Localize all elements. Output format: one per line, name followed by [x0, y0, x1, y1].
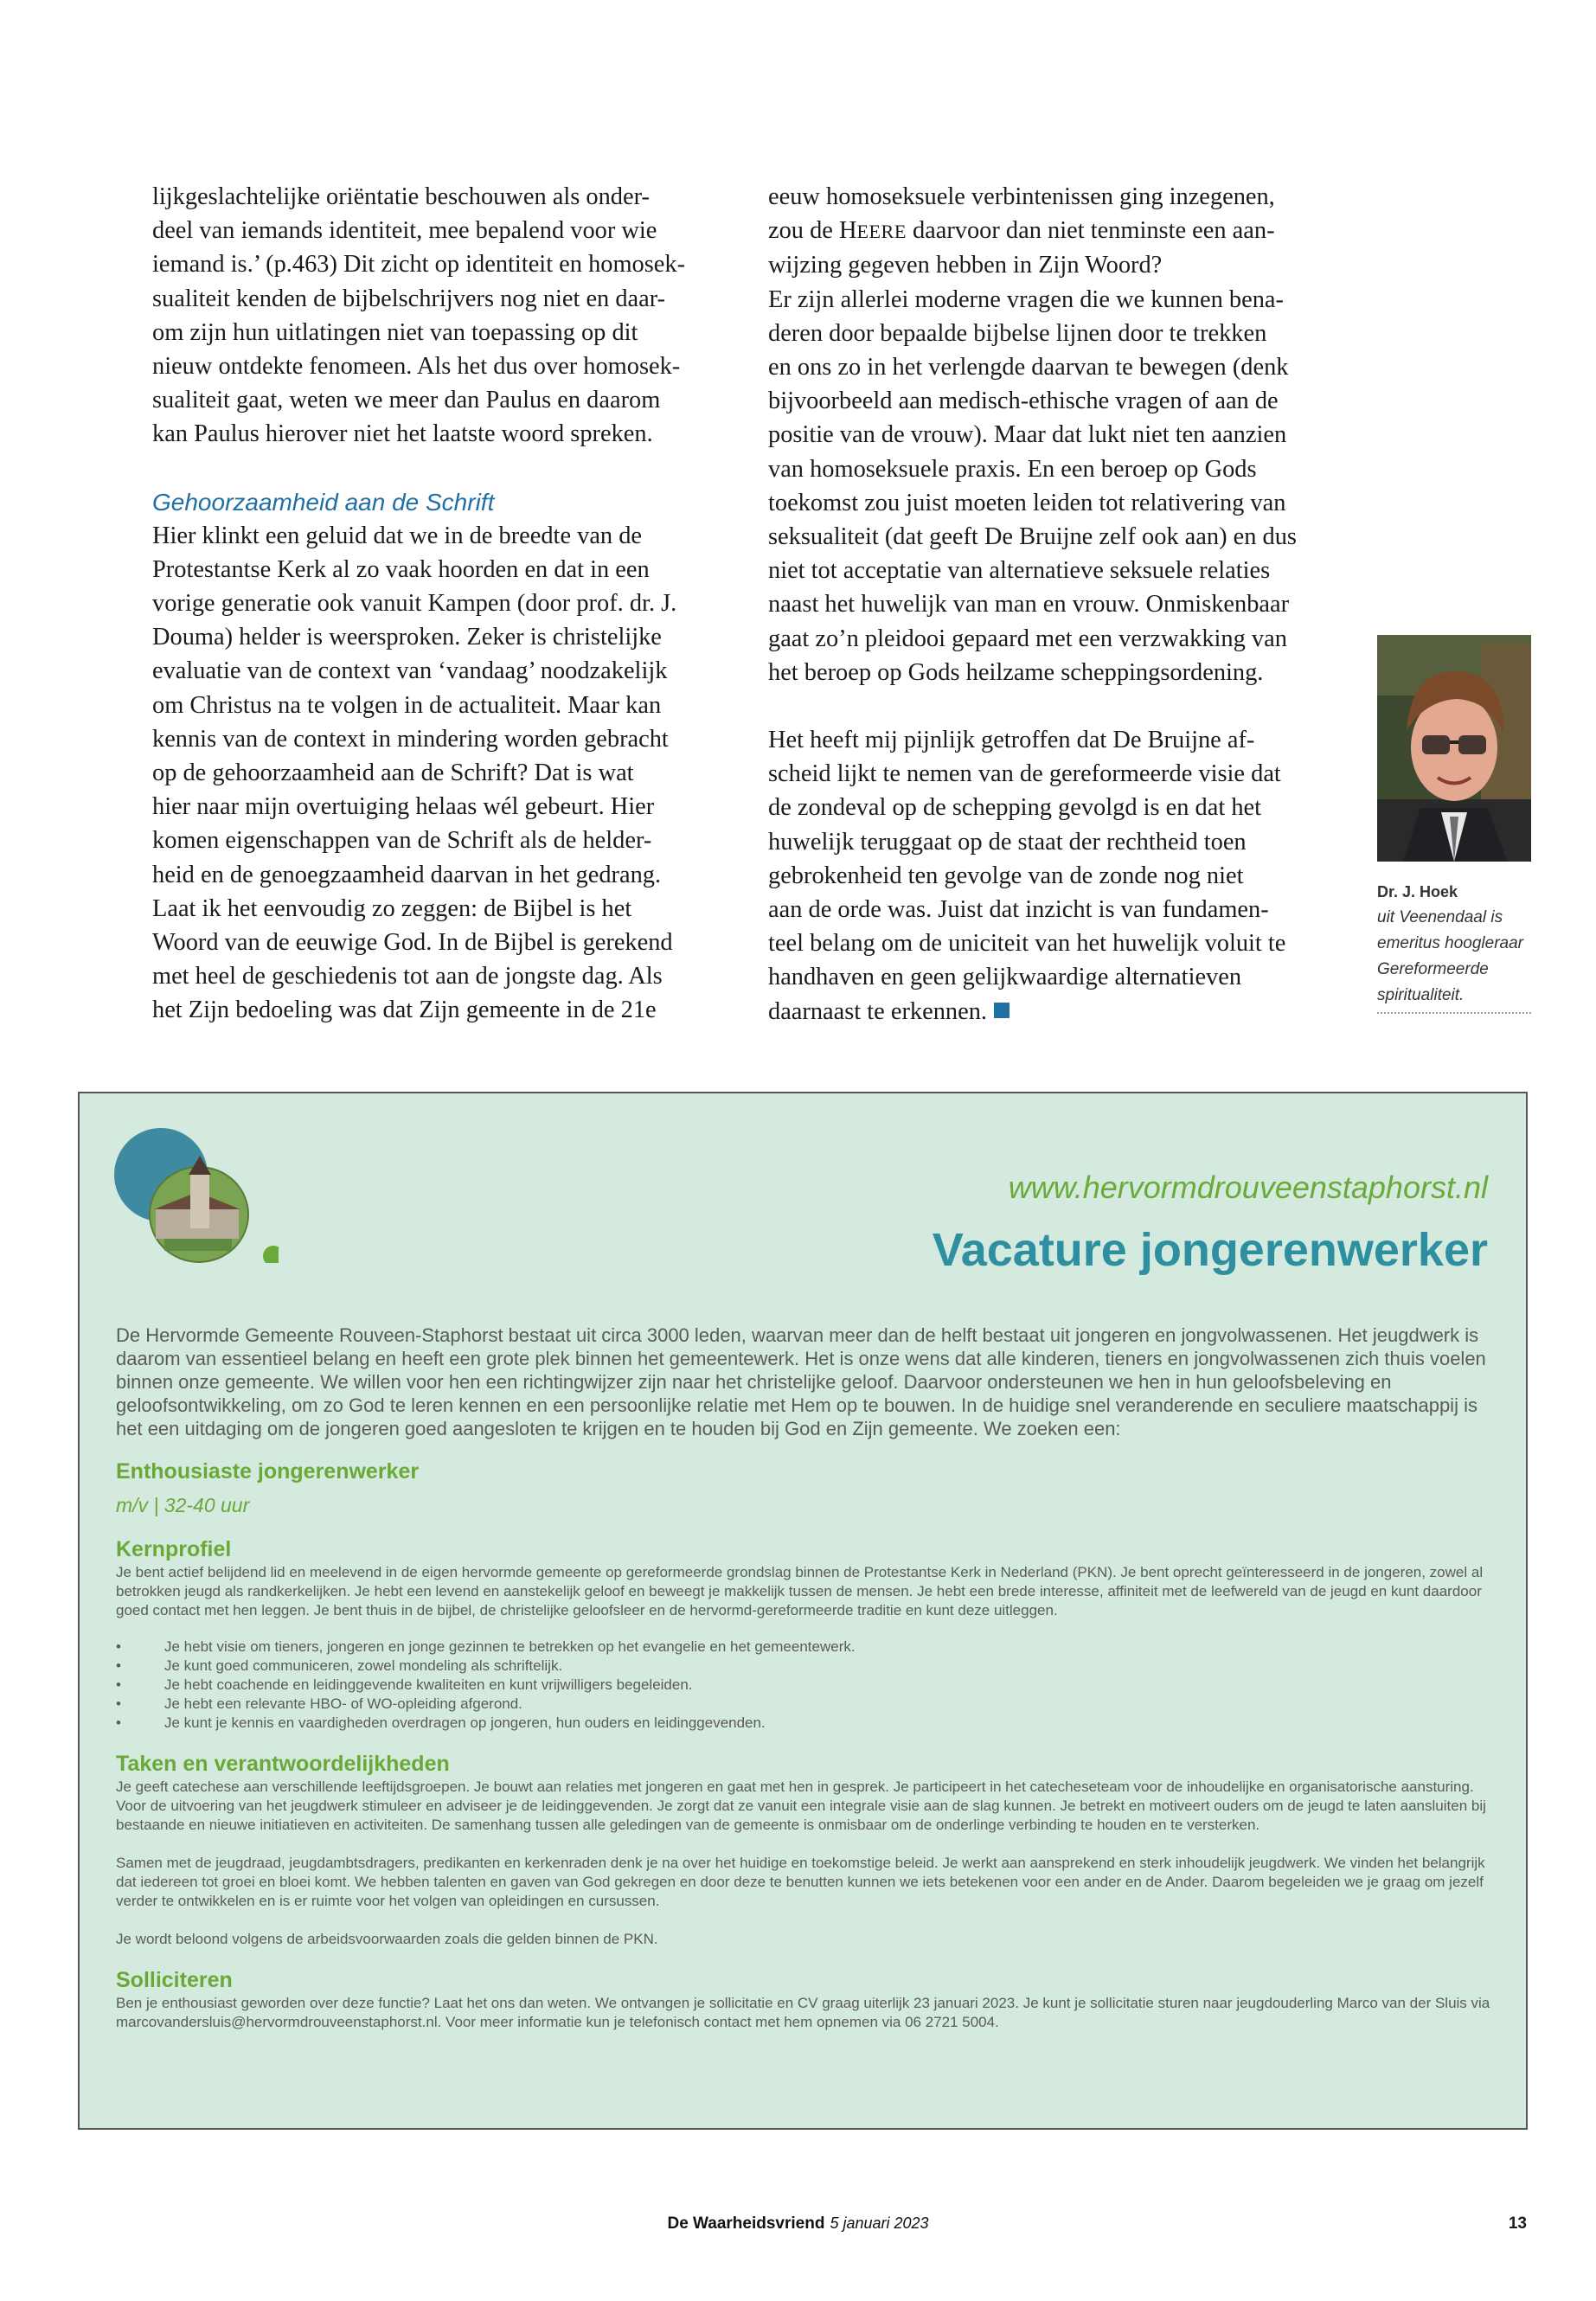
article-line: Protestantse Kerk al zo vaak hoorden en dat in een — [152, 555, 650, 583]
article-line: niet tot acceptatie van alternatieve seksuele relaties — [768, 557, 1271, 585]
page-footer — [0, 2214, 1596, 2234]
article-line: vorige generatie ook vanuit Kampen (door prof. dr. J. — [152, 590, 677, 618]
list-item: • Je hebt visie om tieners, jongeren en jonge gezinnen te betrekken op het evangelie en het gemeentewerk. — [116, 1638, 1500, 1657]
article-line: komen eigenschappen van de Schrift als de helder- — [152, 827, 652, 855]
author-info — [1377, 879, 1531, 1014]
article-line: het beroep op Gods heilzame scheppingsordening. — [768, 658, 1264, 686]
article-line: het Zijn bedoeling was dat Zijn gemeente in de 21e — [152, 997, 657, 1024]
section-heading: Gehoorzaamheid aan de Schrift — [152, 488, 495, 516]
list-item: • Je hebt coachende en leidinggevende kwaliteiten en kunt vrijwilligers begeleiden. — [116, 1676, 1500, 1695]
ad-tasks-heading: Taken en verantwoordelijkheden — [116, 1752, 450, 1776]
article-line: kan Paulus hierover niet het laatste woord spreken. — [152, 420, 653, 448]
ad-position-heading: Enthousiaste jongerenwerker — [116, 1459, 420, 1484]
article-line: evaluatie van de context van ‘vandaag’ noodzakelijk — [152, 657, 668, 685]
article-line: iemand is.’ (p.463) Dit zicht op identiteit en homosek- — [152, 251, 686, 279]
article-line: met heel de geschiedenis tot aan de jongste dag. Als — [152, 963, 663, 990]
ad-body — [116, 1324, 1500, 2032]
article-column-middle — [768, 180, 1339, 1029]
article-line: om zijn hun uitlatingen niet van toepassing op dit — [152, 318, 638, 346]
ad-tasks-paragraph: Voor de uitvoering van het jeugdwerk stimuleer en adviseer je de leidinggevenden. Je zorgt dat ze vanuit een integrale visie aan de slag kunnen. Je betrekt en motiveert ouders om de jeugd te laten aansluiten bij bestaande en nieuwe initiatieven en activiteiten. De samenhang tussen alle geledingen van de gemeente is onmisbaar om de onderlinge verbinding te houden en te versterken. — [116, 1798, 1486, 1833]
ad-title: Vacature jongerenwerker — [932, 1224, 1488, 1276]
article-line: op de gehoorzaamheid aan de Schrift? Dat is wat — [152, 760, 634, 787]
ad-profile-heading: Kernprofiel — [116, 1537, 232, 1561]
ad-tasks-paragraph: Samen met de jeugdraad, jeugdambtsdragers, predikanten en kerkenraden denk je na over het huidige en toekomstige beleid. Je werkt aan aansprekend en sterk inhoudelijk jeugdwerk. We vinden het belangrijk dat iedereen tot groei en bloei komt. We hebben talenten en gaven van God gekregen en door deze te benutten kunnen we iets betekenen voor een ander en de Ander. Daarom begeleiden we je graag om jezelf verder te ontwikkelen en is er ruimte voor het volgen van opleidingen en cursussen. — [116, 1855, 1485, 1909]
ad-apply-heading: Solliciteren — [116, 1968, 233, 1992]
article-line: eeuw homoseksuele verbintenissen ging inzegenen, — [768, 183, 1275, 210]
vacancy-advertisement — [78, 1092, 1528, 2130]
article-line: deel van iemands identiteit, mee bepalend voor wie — [152, 217, 657, 245]
article-line: naast het huwelijk van man en vrouw. Onmiskenbaar — [768, 591, 1290, 619]
article-line: scheid lijkt te nemen van de gereformeerde visie dat — [768, 760, 1281, 788]
article-line: bijvoorbeeld aan medisch-ethische vragen of aan de — [768, 388, 1279, 415]
article-line: deren door bepaalde bijbelse lijnen door te trekken — [768, 319, 1267, 347]
article-line: positie van de vrouw). Maar dat lukt niet ten aanzien — [768, 421, 1287, 449]
church-logo — [114, 1125, 279, 1263]
list-item: • Je kunt goed communiceren, zowel mondeling als schriftelijk. — [116, 1657, 1500, 1676]
article-line: van homoseksuele praxis. En een beroep op Gods — [768, 455, 1257, 483]
ad-requirements-list — [116, 1638, 1500, 1733]
article-line: teel belang om de uniciteit van het huwelijk voluit te — [768, 930, 1286, 958]
list-item: • Je hebt een relevante HBO- of WO-opleiding afgerond. — [116, 1695, 1500, 1714]
ad-profile-text: Je bent actief belijdend lid en meelevend in de eigen hervormde gemeente op gereformeerde grondslag binnen de Protestantse Kerk in Nederland (PKN). Je bent oprecht geïnteresseerd in de jongeren, zowel al betrokken jeugd als randkerkelijken. Je hebt een levend en aanstekelijk geloof en beweegt je makkelijk tussen de mensen. Je hebt een brede interesse, affiniteit met de leefwereld van de jeugd en kunt daardoor goed contact met hen leggen. Je bent thuis in de bijbel, de christelijke geloofsleer en de hervormd-gereformeerde traditie en kunt deze uitleggen. — [116, 1564, 1484, 1618]
author-name: Dr. J. Hoek — [1377, 883, 1458, 901]
article-line: Laat ik het eenvoudig zo zeggen: de Bijbel is het — [152, 894, 632, 922]
article-line: lijkgeslachtelijke oriëntatie beschouwen als onder- — [152, 183, 650, 210]
publication-date: 5 januari 2023 — [830, 2214, 929, 2232]
article-line: Er zijn allerlei moderne vragen die we kunnen bena- — [768, 285, 1284, 313]
article-line: gaat zo’n pleidooi gepaard met een verzwakking van — [768, 625, 1287, 652]
ad-hours: m/v | 32-40 uur — [116, 1494, 250, 1516]
article-line: aan de orde was. Juist dat inzicht is van fundamen- — [768, 896, 1269, 924]
article-line: sualiteit kenden de bijbelschrijvers nog niet en daar- — [152, 285, 666, 312]
article-line: huwelijk teruggaat op de staat der rechtheid toen — [768, 828, 1247, 856]
article-line: Douma) helder is weersproken. Zeker is christelijke — [152, 624, 662, 651]
end-mark-icon — [994, 1003, 1010, 1018]
article-line: daarnaast te erkennen. — [768, 995, 1339, 1029]
article-line: Woord van de eeuwige God. In de Bijbel is gerekend — [152, 929, 673, 957]
article-line: seksualiteit (dat geeft De Bruijne zelf ook aan) en dus — [768, 523, 1297, 551]
article-line: nieuw ontdekte fenomeen. Als het dus over homosek- — [152, 353, 681, 381]
article-line: zou de HEERE daarvoor dan niet tenminste een aan- — [768, 217, 1275, 245]
article-line: hier naar mijn overtuiging helaas wél gebeurt. Hier — [152, 793, 655, 821]
article-line: de zondeval op de schepping gevolgd is en dat het — [768, 794, 1262, 822]
article-line: handhaven en geen gelijkwaardige alternatieven — [768, 964, 1242, 991]
article-line: kennis van de context in mindering worden gebracht — [152, 725, 669, 753]
article-line: wijzing gegeven hebben in Zijn Woord? — [768, 252, 1163, 279]
article-line: toekomst zou juist moeten leiden tot relativering van — [768, 489, 1286, 516]
ad-intro: De Hervormde Gemeente Rouveen-Staphorst bestaat uit circa 3000 leden, waarvan meer dan de helft bestaat uit jongeren en jongvolwassenen. Het jeugdwerk is daarom van essentieel belang en heeft een grote plek binnen het gemeentewerk. Het is onze wens dat alle kinderen, tieners en jongvolwassenen zich thuis voelen binnen onze gemeente. We willen voor hen een richtingwijzer zijn naar het christelijke geloof. Daarvoor ondersteunen we hen in hun geloofsbeleving en geloofsontwikkeling, om zo God te leren kennen en een persoonlijke relatie met Hem op te bouwen. In de huidige snel veranderende en seculiere maatschappij is het een uitdaging om de jongeren goed aangesloten te krijgen en te houden bij God en Zijn gemeente. We zoeken een: — [116, 1324, 1486, 1439]
article-line: gebrokenheid ten gevolge van de zonde nog niet — [768, 862, 1244, 889]
article-line: sualiteit gaat, weten we meer dan Paulus en daarom — [152, 387, 661, 414]
article-line: heid en de genoegzaamheid daarvan in het gedrang. — [152, 861, 662, 888]
list-item: • Je kunt je kennis en vaardigheden overdragen op jongeren, hun ouders en leidinggevenden. — [116, 1714, 1500, 1733]
article-line: om Christus na te volgen in de actualiteit. Maar kan — [152, 691, 662, 719]
ad-tasks-paragraph: Je geeft catechese aan verschillende leeftijdsgroepen. Je bouwt aan relaties met jongeren en gaat met hen in gesprek. Je participeert in het catecheseteam voor de inhoudelijke en organisatorische aansturing. — [116, 1779, 1474, 1795]
page-number: 13 — [1508, 2214, 1527, 2233]
ad-apply-text: Ben je enthousiast geworden over deze functie? Laat het ons dan weten. We ontvangen je sollicitatie en CV graag uiterlijk 23 januari 2023. Je kunt je sollicitatie sturen naar jeugdouderling Marco van der Sluis via marcovandersluis@hervormdrouveenstaphorst.nl. Voor meer informatie kun je telefonisch contact met hem opnemen via 06 2721 5004. — [116, 1995, 1490, 2030]
ad-salary-note: Je wordt beloond volgens de arbeidsvoorwaarden zoals die gelden binnen de PKN. — [116, 1931, 658, 1947]
author-photo — [1377, 635, 1531, 862]
article-line: Het heeft mij pijnlijk getroffen dat De Bruijne af- — [768, 727, 1255, 754]
author-bio: uit Veenendaal is emeritus hoogleraar Gereformeerde spiritualiteit. — [1377, 908, 1523, 1004]
article-line: en ons zo in het verlengde daarvan te bewegen (denk — [768, 354, 1289, 381]
ad-website-url[interactable]: www.hervormdrouveenstaphorst.nl — [1008, 1170, 1488, 1205]
article-line: Hier klinkt een geluid dat we in de breedte van de — [152, 522, 643, 549]
article-column-left — [152, 180, 713, 1028]
publication-name: De Waarheidsvriend — [667, 2214, 825, 2233]
